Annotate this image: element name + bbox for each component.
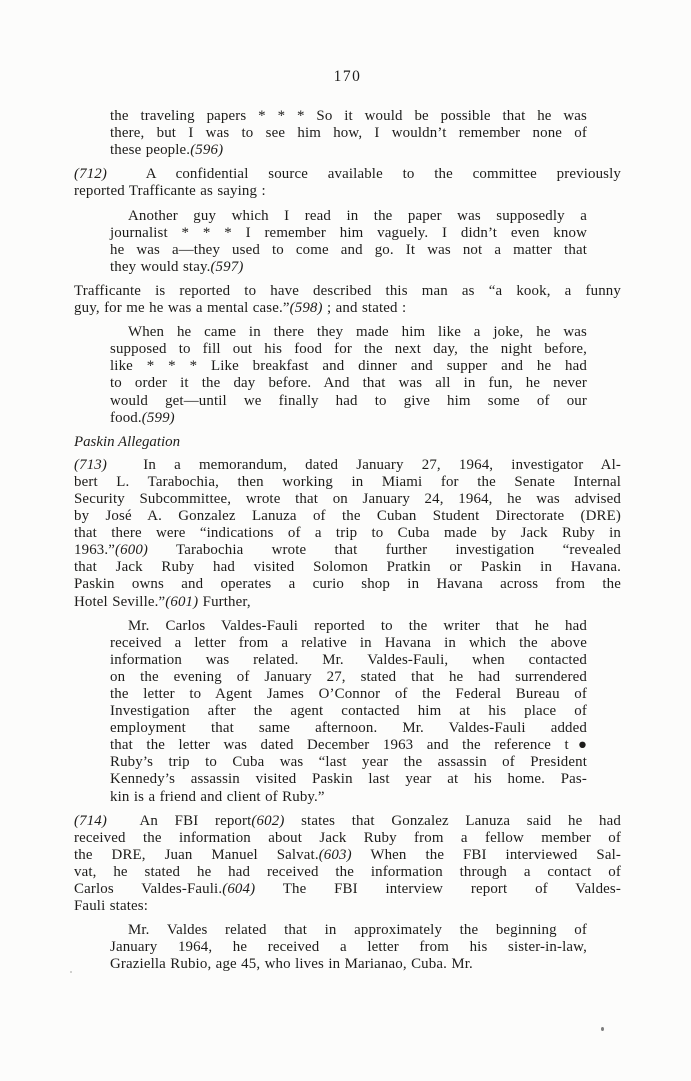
text-line: there, but I was to see him how, I wouldn’t remember none of (110, 125, 587, 142)
text-line: employment that same afternoon. Mr. Valdes-Fauli added (110, 720, 587, 737)
text-line: kin is a friend and client of Ruby.” (110, 788, 325, 805)
text-line: information was related. Mr. Valdes-Fauli, when contacted (110, 651, 587, 668)
text-line: Fauli states: (74, 898, 149, 915)
quote-valdes-fauli-letter (110, 618, 587, 806)
page-number: 170 (333, 68, 362, 85)
heading-paskin-allegation: Paskin Allegation (74, 433, 181, 450)
paragraph-713 (74, 457, 621, 611)
text-line: Carlos Valdes-Fauli.(604) The FBI interview report of Valdes- (74, 881, 621, 898)
text-line: January 1964, he received a letter from his sister-in-law, (110, 939, 587, 956)
quote-another-guy (110, 208, 587, 276)
text-line: by José A. Gonzalez Lanuza of the Cuban Student Directorate (DRE) (74, 508, 621, 525)
paragraph-714 (74, 813, 621, 916)
page-body (74, 68, 621, 981)
quote-mr-valdes-related (110, 922, 587, 973)
text-line: Mr. Carlos Valdes-Fauli reported to the writer that he had (128, 617, 587, 634)
ink-speck (601, 1027, 604, 1031)
text-line: Paskin owns and operates a curio shop in Havana across from the (74, 576, 621, 593)
text-line: he was a—they used to come and go. It was not a matter that (110, 241, 587, 258)
text-line: (713) In a memorandum, dated January 27, 1964, investigator Al- (74, 456, 621, 473)
text-line: they would stay.(597) (110, 258, 244, 275)
text-line: received a letter from a relative in Havana in which the above (110, 634, 587, 651)
text-line: Graziella Rubio, age 45, who lives in Marianao, Cuba. Mr. (110, 956, 473, 973)
text-line: When he came in there they made him like a joke, he was (128, 324, 587, 341)
text-line: Kennedy’s assassin visited Paskin last year at his home. Pas- (110, 771, 587, 788)
text-line: supposed to fill out his food for the next day, the night before, (110, 341, 587, 358)
paragraph-trafficante-described (74, 283, 621, 317)
text-line: (714) An FBI report(602) states that Gonzalez Lanuza said he had (74, 812, 621, 829)
text-line: reported Trafficante as saying : (74, 183, 266, 200)
text-line: Security Subcommittee, wrote that on January 24, 1964, he was advised (74, 490, 621, 507)
text-line: Investigation after the agent contacted him at his place of (110, 703, 587, 720)
text-line: the traveling papers * * * So it would be possible that he was (110, 108, 587, 125)
text-line: these people.(596) (110, 142, 224, 159)
text-line: would get—until we finally had to give him some of our (110, 392, 587, 409)
text-line: (712) A confidential source available to the committee previously (74, 166, 621, 183)
text-line: to order it the day before. And that was all in fun, he never (110, 375, 587, 392)
quote-when-he-came-in (110, 324, 587, 427)
text-line: the letter to Agent James O’Connor of the Federal Bureau of (110, 686, 587, 702)
text-line: the DRE, Juan Manuel Salvat.(603) When the FBI interviewed Sal- (74, 846, 621, 863)
text-line: vat, he stated he had received the information through a contact of (74, 863, 621, 880)
ink-speck (70, 971, 72, 973)
text-line: that Jack Ruby had visited Solomon Pratkin or Paskin in Havana. (74, 559, 621, 576)
text-line: on the evening of January 27, stated that he had surrendered (110, 668, 587, 685)
text-line: Mr. Valdes related that in approximately the beginning of (128, 922, 587, 939)
text-line: Trafficante is reported to have described this man as “a kook, a funny (74, 282, 621, 299)
text-line: like * * * Like breakfast and dinner and supper and he had (110, 358, 587, 375)
text-line: Hotel Seville.”(601) Further, (74, 593, 251, 610)
text-line: 1963.”(600) Tarabochia wrote that further investigation “revealed (74, 542, 621, 559)
text-line: bert L. Tarabochia, then working in Miami for the Senate Internal (74, 473, 621, 490)
text-line: journalist * * * I remember him vaguely. I didn’t even know (110, 224, 587, 241)
text-line: that the letter was dated December 1963 and the reference t● (110, 737, 587, 754)
text-line: food.(599) (110, 409, 175, 426)
text-line: that there were “indications of a trip to Cuba made by Jack Ruby in (74, 525, 621, 542)
text-line: Ruby’s trip to Cuba was “last year the assassin of President (110, 754, 587, 771)
text-line: Another guy which I read in the paper was supposedly a (128, 207, 587, 224)
text-line: guy, for me he was a mental case.”(598) ; and stated : (74, 300, 407, 317)
paragraph-712 (74, 166, 621, 200)
text-line: received the information about Jack Ruby from a fellow member of (74, 829, 621, 846)
quote-traveling-papers (110, 108, 587, 159)
